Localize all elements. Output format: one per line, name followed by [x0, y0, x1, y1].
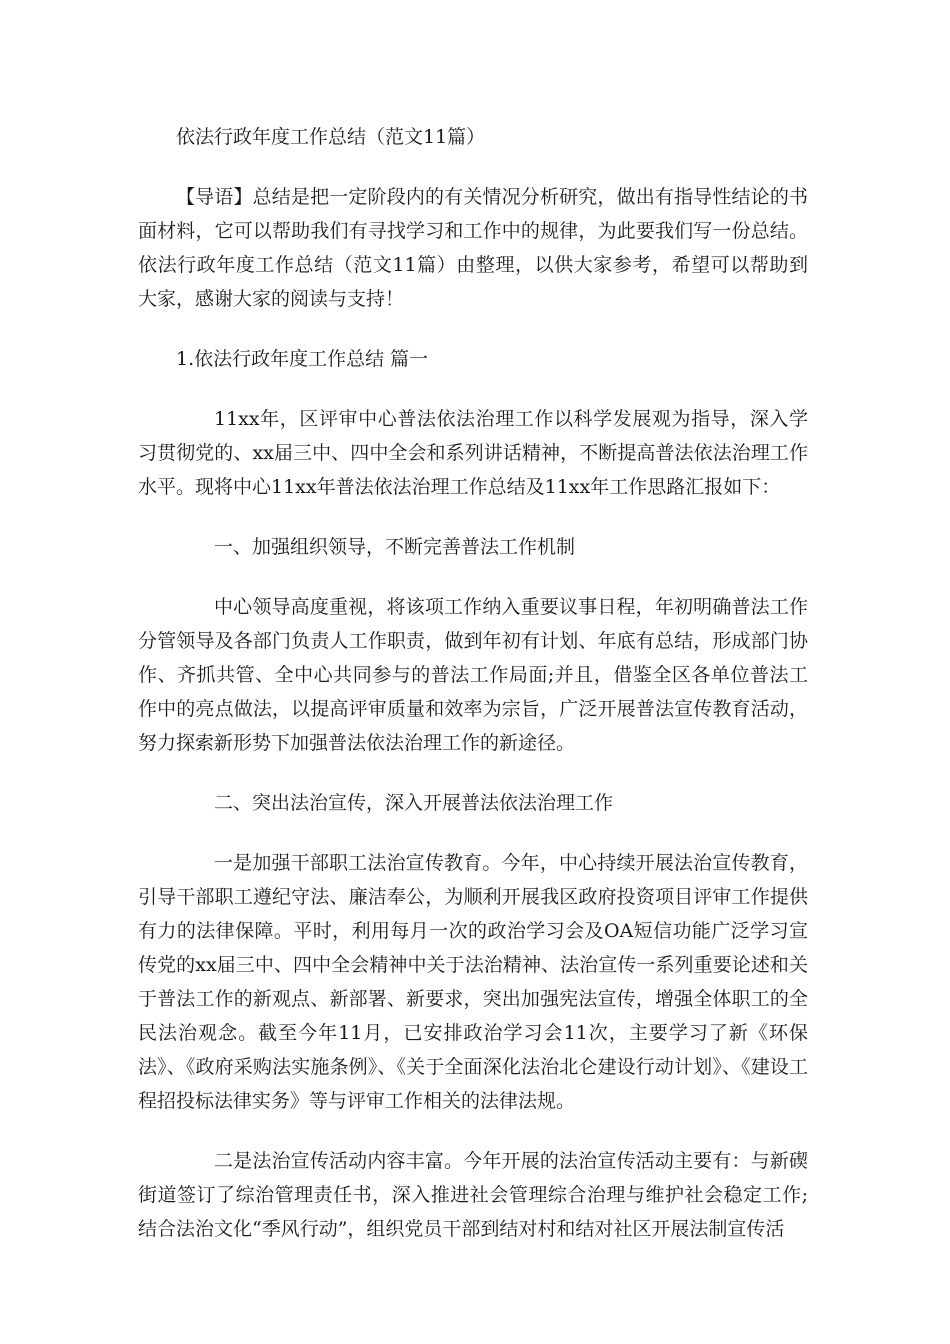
intro-paragraph: 【导语】总结是把一定阶段内的有关情况分析研究，做出有指导性结论的书面材料，它可以帮助我们有寻找学习和工作中的规律，为此要我们写一份总结。依法行政年度工作总结（范文11篇）由整理，以供大家参考，希望可以帮助到大家，感谢大家的阅读与支持！: [138, 186, 808, 310]
body-paragraph-1: 11xx年，区评审中心普法依法治理工作以科学发展观为指导，深入学习贯彻党的、xx届三中、四中全会和系列讲话精神，不断提高普法依法治理工作水平。现将中心11xx年普法依法治理工作总结及11xx年工作思路汇报如下：: [138, 408, 808, 498]
body-paragraph-4: 二是法治宣传活动内容丰富。今年开展的法治宣传活动主要有：与新碶街道签订了综治管理责任书，深入推进社会管理综合治理与维护社会稳定工作;结合法治文化“季风行动”，组织党员干部到结对村和结对社区开展法制宣传活: [138, 1150, 808, 1240]
document-title: 依法行政年度工作总结（范文11篇）: [176, 126, 486, 148]
subheading-2: 二、突出法治宣传，深入开展普法依法治理工作: [214, 792, 614, 814]
body-paragraph-2: 中心领导高度重视，将该项工作纳入重要议事日程，年初明确普法工作分管领导及各部门负责人工作职责，做到年初有计划、年底有总结，形成部门协作、齐抓共管、全中心共同参与的普法工作局面;并且，借鉴全区各单位普法工作中的亮点做法，以提高评审质量和效率为宗旨，广泛开展普法宣传教育活动，努力探索新形势下加强普法依法治理工作的新途径。: [138, 596, 808, 754]
subheading-1: 一、加强组织领导，不断完善普法工作机制: [214, 536, 576, 558]
section-heading: 1.依法行政年度工作总结 篇一: [176, 348, 429, 370]
document-page: [138, 120, 808, 1246]
body-paragraph-3: 一是加强干部职工法治宣传教育。今年，中心持续开展法治宣传教育，引导干部职工遵纪守法、廉洁奉公，为顺利开展我区政府投资项目评审工作提供有力的法律保障。平时，利用每月一次的政治学习会及OA短信功能广泛学习宣传党的xx届三中、四中全会精神中关于法治精神、法治宣传一系列重要论述和关于普法工作的新观点、新部署、新要求，突出加强宪法宣传，增强全体职工的全民法治观念。截至今年11月，已安排政治学习会11次，主要学习了新《环保法》、《政府采购法实施条例》、《关于全面深化法治北仑建设行动计划》、《建设工程招投标法律实务》等与评审工作相关的法律法规。: [138, 852, 808, 1112]
